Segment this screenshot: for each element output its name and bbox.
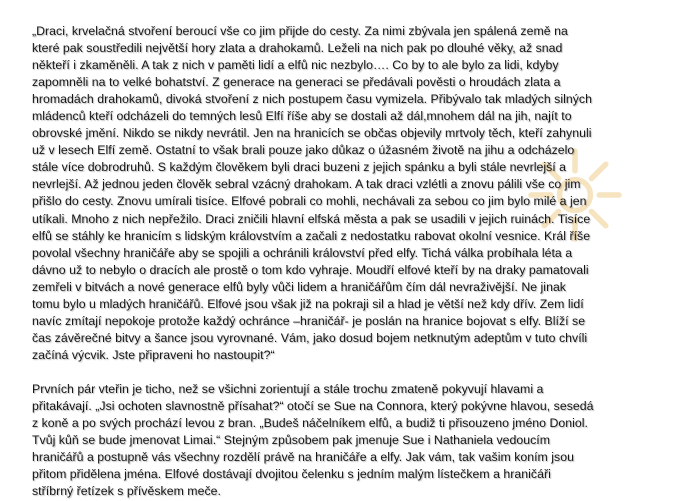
text-line: Tvůj kůň se bude jmenovat Limai.“ Stejným způsobem pak jmenuje Sue i Nathaniela vedoucím bbox=[32, 433, 551, 448]
text-line: zapomněli na to velké bohatství. Z generace na generaci se předávali pověsti o hroudách zlata a bbox=[32, 75, 561, 90]
text-line: obrovské jmění. Nikdo se nikdy nevrátil. Jen na hranicích se občas objevily mrtvoly těch, kteří zahynuli bbox=[32, 126, 592, 141]
text-line: začíná výcvik. Jste připraveni ho nastoupit?“ bbox=[32, 347, 275, 362]
text-line: které pak soustředili největší hory zlata a drahokamů. Leželi na nich pak po dlouhé věky, až snad bbox=[32, 41, 563, 56]
text-line: stále více dobrodruhů. S každým člověkem byli draci buzeni z jejich spánku a byli stále nevrlejší a bbox=[32, 160, 567, 175]
text-line: povolal všechny hraničáře aby se spojili a ochránili království před elfy. Tichá válka probíhala léta a bbox=[32, 245, 573, 260]
paragraph-ceremony bbox=[32, 381, 664, 500]
text-line: utíkali. Mnoho z nich nepřežilo. Draci zničili hlavní elfská města a pak se usadili v jejich ruinách. Tisíce bbox=[32, 211, 591, 226]
text-line: Prvních pár vteřin je ticho, než se všichni zorientují a stále trochu zmateně pokyvují hlavami a bbox=[32, 381, 544, 396]
text-line: hraničářů a postupně vás všechny rozdělí právě na hraničáře a elfy. Jak vám, tak vašim koním jsou bbox=[32, 450, 574, 465]
text-line: elfů se stáhly ke hranicím s lidským královstvím a začali z nedostatku rabovat okolní vesnice. Král říše bbox=[32, 228, 591, 243]
text-line: hromadách drahokamů, divoká stvoření z nich postupem času vymizela. Přibývalo tak mladých silných bbox=[32, 92, 592, 107]
text-line: přitom přidělena jména. Elfové dostávají dvojitou čelenku s jedním malým lístečkem a hraničáři bbox=[32, 467, 551, 482]
text-line: stříbrný řetízek s přívěskem meče. bbox=[32, 484, 221, 499]
text-line: zemřeli v bitvách a nové generace elfů byly vůči lidem a hraničářům čím dál nevraživější. Ne jinak bbox=[32, 279, 566, 294]
text-line: nevrlejší. Až jednou jeden člověk sebral vzácný drahokam. A tak draci vzlétli a znovu pálili vše co jim bbox=[32, 177, 581, 192]
paragraph-story bbox=[32, 23, 664, 364]
text-line: přišlo do cesty. Znovu umírali tisíce. Elfové pobrali co mohli, nechávali za sebou co jim bylo milé a jen bbox=[32, 194, 587, 209]
text-line: čas závěrečné bitvy a šance jsou vyrovnané. Vám, jako dosud bojem netknutým adeptům v tuto chvíli bbox=[32, 330, 588, 345]
document-body bbox=[32, 23, 664, 500]
text-line: už v lesech Elfí země. Ostatní to však brali pouze jako důkaz o úžasném životě na jihu a odcházelo bbox=[32, 143, 575, 158]
text-line: přitakávají. „Jsi ochoten slavnostně přísahat?“ otočí se Sue na Connora, který pokývne hlavou, sesedá bbox=[32, 398, 594, 413]
text-line: tomu bylo u mladých hraničářů. Elfové jsou však již na pokraji sil a hlad je větší než kdy dřív. Zem lidí bbox=[32, 296, 584, 311]
text-line: „Draci, krvelačná stvoření beroucí vše co jim přijde do cesty. Za nimi zbývala jen spálená země na bbox=[32, 24, 568, 38]
text-line: dávno už to nebylo o dracích ale prostě o tom kdo vyhraje. Moudří elfové kteří by na draky pamatovali bbox=[32, 262, 589, 277]
text-line: navíc zmítají nepokoje protože každý ochránce –hraničář- je poslán na hranice bojovat s elfy. Blíží se bbox=[32, 313, 586, 328]
text-line: někteří i zkaměněli. A tak z nich v paměti lidí a elfů nic nezbylo…. Co by to ale bylo za lidi, kdyby bbox=[32, 58, 559, 73]
text-line: z koně a po svých prochází levou z bran. „Budeš náčelníkem elfů, a budiž ti přisouzeno jméno Doniol. bbox=[32, 416, 588, 431]
text-line: mládenců kteří odcházeli do temných lesů Elfí říše aby se dostali až dál,mnohem dál na jih, najít to bbox=[32, 109, 572, 124]
